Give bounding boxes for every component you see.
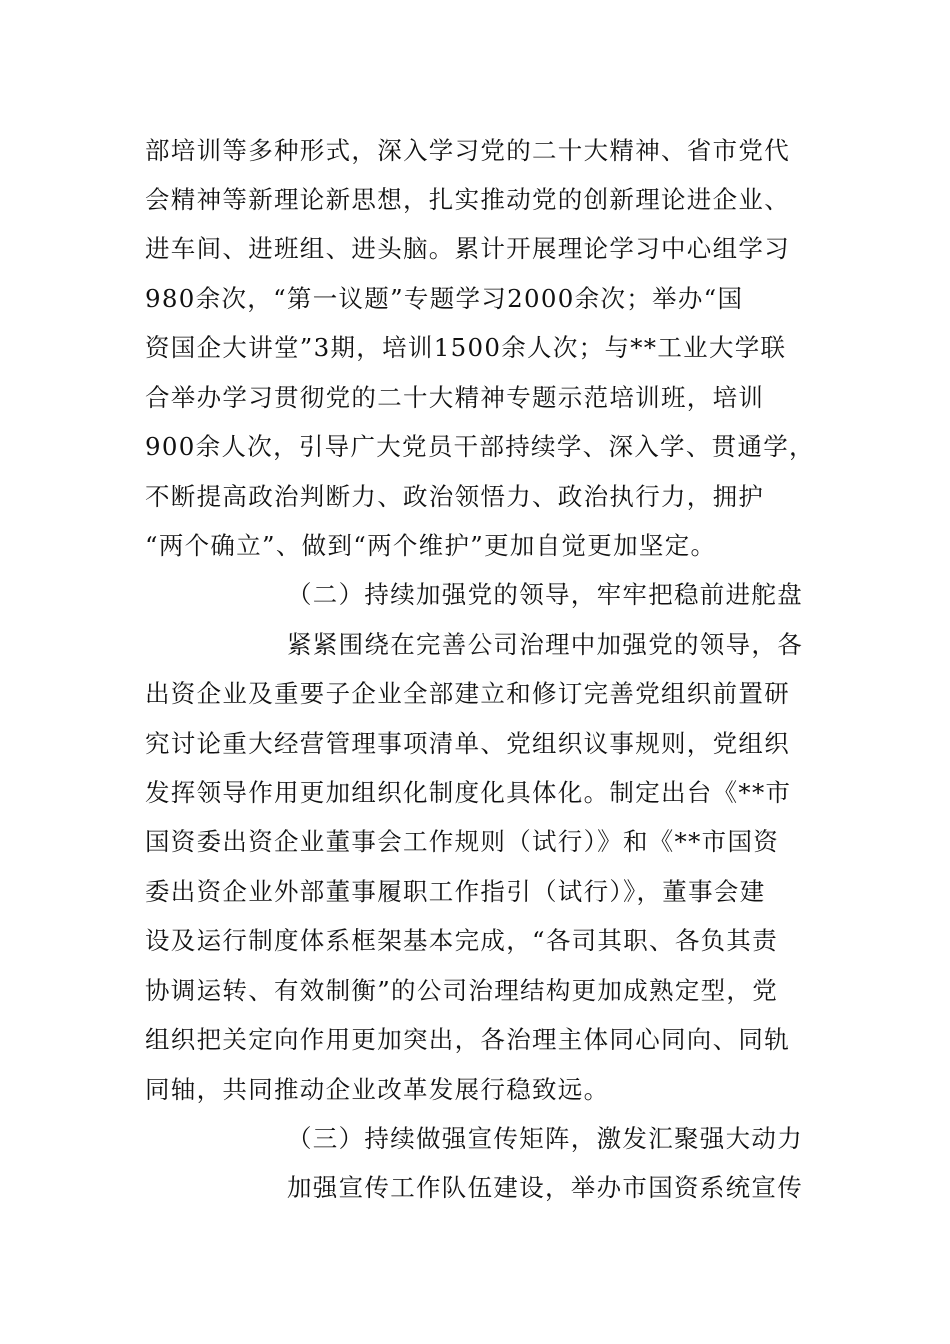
section-heading-3: （三）持续做强宣传矩阵，激发汇聚强大动力 — [287, 1124, 803, 1153]
paragraph-line: 会精神等新理论新思想，扎实推动党的创新理论进企业、 — [145, 185, 790, 214]
paragraph-line: 国资委出资企业董事会工作规则（试行）》和《**市国资 — [145, 827, 780, 856]
paragraph-line: 设及运行制度体系框架基本完成，“各司其职、各负其责 — [145, 926, 779, 955]
paragraph-first-line: 紧紧围绕在完善公司治理中加强党的领导，各 — [287, 630, 803, 659]
paragraph-line: 900余人次，引导广大党员干部持续学、深入学、贯通学， — [145, 432, 815, 461]
paragraph-line: 出资企业及重要子企业全部建立和修订完善党组织前置研 — [145, 679, 790, 708]
paragraph-line: 资国企大讲堂”3期，培训1500余人次；与**工业大学联 — [145, 333, 787, 362]
paragraph-line: 组织把关定向作用更加突出，各治理主体同心同向、同轨 — [145, 1025, 790, 1054]
paragraph-line: 合举办学习贯彻党的二十大精神专题示范培训班，培训 — [145, 383, 765, 412]
paragraph-first-line: 加强宣传工作队伍建设，举办市国资系统宣传 — [287, 1173, 803, 1202]
paragraph-line: 同轴，共同推动企业改革发展行稳致远。 — [145, 1075, 610, 1104]
paragraph-line: 究讨论重大经营管理事项清单、党组织议事规则，党组织 — [145, 729, 790, 758]
section-heading-2: （二）持续加强党的领导，牢牢把稳前进舵盘 — [287, 580, 803, 609]
paragraph-line: 不断提高政治判断力、政治领悟力、政治执行力，拥护 — [145, 482, 765, 511]
paragraph-line: 协调运转、有效制衡”的公司治理结构更加成熟定型，党 — [145, 976, 779, 1005]
paragraph-line: 委出资企业外部董事履职工作指引（试行）》，董事会建 — [145, 877, 766, 906]
paragraph-line: 发挥领导作用更加组织化制度化具体化。制定出台《**市 — [145, 778, 792, 807]
paragraph-line: 980余次，“第一议题”专题学习2000余次；举办“国 — [145, 284, 744, 313]
paragraph-line: 部培训等多种形式，深入学习党的二十大精神、省市党代 — [145, 136, 790, 165]
paragraph-line: 进车间、进班组、进头脑。累计开展理论学习中心组学习 — [145, 234, 790, 263]
paragraph-line: “两个确立”、做到“两个维护”更加自觉更加坚定。 — [145, 531, 717, 560]
